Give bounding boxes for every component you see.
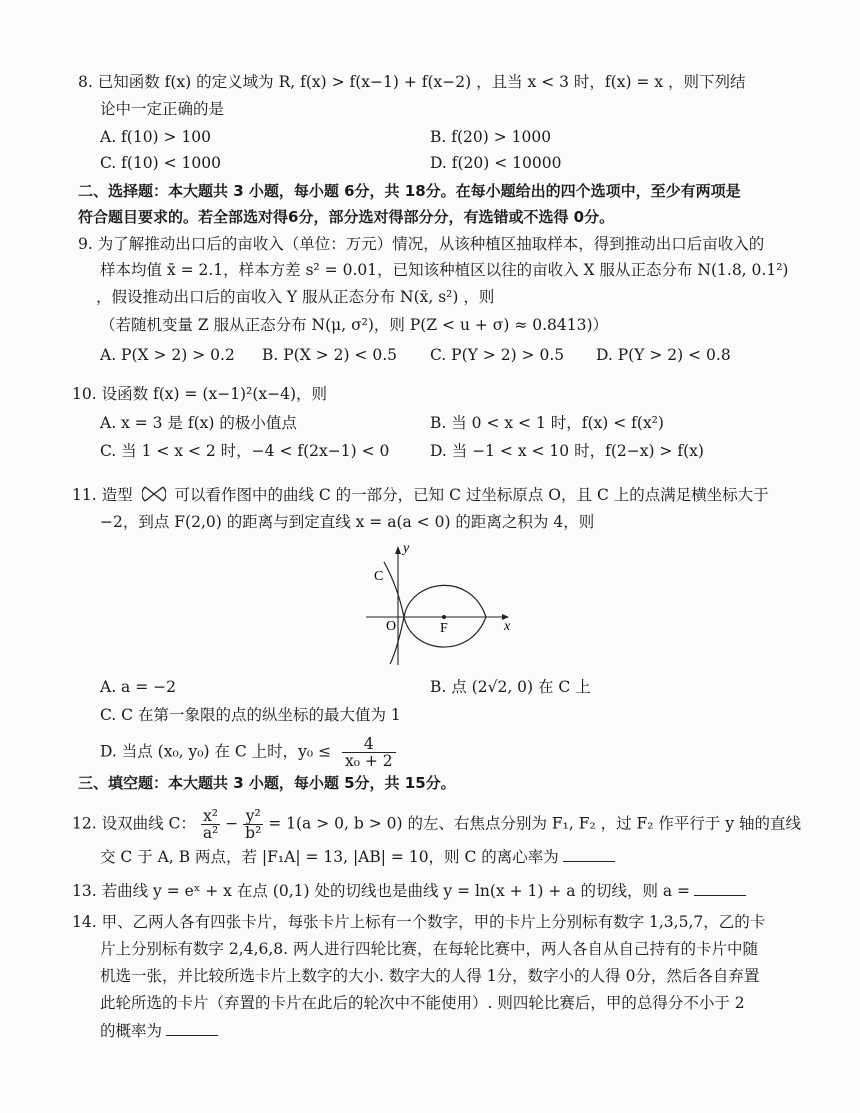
q9-line2: 样本均值 x̄ = 2.1，样本方差 s² = 0.01，已知该种植区以往的亩收入 X 服从正态分布 N(1.8, 0.1²) <box>100 261 789 279</box>
q14-answer-blank[interactable] <box>166 1021 218 1036</box>
q11-option-c: C. C 在第一象限的点的纵坐标的最大值为 1 <box>100 706 401 724</box>
q12-line2-text: 交 C 于 A, B 两点，若 |F₁A| = 13, |AB| = 10，则 C 的离心率为 <box>100 848 559 866</box>
q9-option-b: B. P(X > 2) < 0.5 <box>262 346 397 364</box>
section-2-header-line2: 符合题目要求的。若全部选对得6分，部分选对得部分分，有选错或不选得 0分。 <box>78 208 615 226</box>
fraction-denominator: x₀ + 2 <box>345 752 393 770</box>
q9-line1: 9. 为了解推动出口后的亩收入（单位：万元）情况，从该种植区抽取样本，得到推动出口后亩收入的 <box>78 235 765 253</box>
q10-option-d: D. 当 −1 < x < 10 时，f(2−x) > f(x) <box>430 442 704 460</box>
focus-point-f <box>442 615 446 619</box>
q12-fraction-x <box>201 808 220 841</box>
fraction-numerator: y² <box>243 808 263 825</box>
q8-option-c: C. f(10) < 1000 <box>100 154 222 172</box>
label-x: x <box>504 619 511 634</box>
label-y: y <box>403 541 410 556</box>
fraction-denominator: a² <box>202 824 219 842</box>
q8-line2: 论中一定正确的是 <box>100 100 225 118</box>
q12-minus: − <box>225 814 239 833</box>
q12-answer-blank[interactable] <box>563 847 615 862</box>
q10-option-a: A. x = 3 是 f(x) 的极小值点 <box>100 414 297 432</box>
q10-option-b: B. 当 0 < x < 1 时，f(x) < f(x²) <box>430 414 664 432</box>
label-o: O <box>386 619 397 634</box>
q13-answer-blank[interactable] <box>694 881 746 896</box>
q11-line2: −2，到点 F(2,0) 的距离与到定直线 x = a(a < 0) 的距离之积为 4，则 <box>100 513 595 531</box>
q14-line1: 14. 甲、乙两人各有四张卡片，每张卡片上标有一个数字，甲的卡片上分别标有数字 1,3,5,7，乙的卡 <box>72 913 766 931</box>
q8-option-a: A. f(10) > 100 <box>100 128 212 146</box>
q12-text: = 1(a > 0, b > 0) 的左、右焦点分别为 F₁, F₂ ，过 F₂ 作平行于 y 轴的直线 <box>268 814 802 833</box>
q12-prefix: 12. 设双曲线 C： <box>72 814 196 833</box>
q8-line1: 8. 已知函数 f(x) 的定义域为 R, f(x) > f(x−1) + f(x−2) ，且当 x < 3 时，f(x) = x ，则下列结 <box>78 73 746 91</box>
q11-line1-text: 可以看作图中的曲线 C 的一部分，已知 C 过坐标原点 O，且 C 上的点满足横坐标大于 <box>174 486 769 504</box>
q9-option-a: A. P(X > 2) > 0.2 <box>100 346 235 364</box>
q8-option-d: D. f(20) < 10000 <box>430 154 562 172</box>
q14-line4: 此轮所选的卡片（弃置的卡片在此后的轮次中不能使用）. 则四轮比赛后，甲的总得分不小于 2 <box>100 994 745 1012</box>
q11-option-d-fraction <box>342 736 396 769</box>
q14-line2: 片上分别标有数字 2,4,6,8. 两人进行四轮比赛，在每轮比赛中，两人各自从自己持有的卡片中随 <box>100 940 759 958</box>
lemniscate-shape-icon <box>142 485 166 503</box>
q11-line1 <box>72 484 769 506</box>
q11-curve-figure <box>360 540 520 670</box>
q11-option-d <box>100 736 396 769</box>
q12-line1 <box>72 808 801 841</box>
curve-c-upper-arc <box>404 585 486 617</box>
label-f: F <box>440 621 448 636</box>
q14-line5-text: 的概率为 <box>100 1022 163 1040</box>
q13-text: 13. 若曲线 y = eˣ + x 在点 (0,1) 处的切线也是曲线 y = ln(x + 1) + a 的切线，则 a = <box>72 882 691 900</box>
q11-option-a: A. a = −2 <box>100 678 176 696</box>
q12-line2 <box>100 846 615 868</box>
q11-option-b: B. 点 (2√2, 0) 在 C 上 <box>430 678 591 696</box>
label-c: C <box>374 569 384 584</box>
fraction-numerator: 4 <box>342 736 396 753</box>
q8-option-b: B. f(20) > 1000 <box>430 128 552 146</box>
q9-option-c: C. P(Y > 2) > 0.5 <box>430 346 565 364</box>
section-2-header-line1: 二、选择题：本大题共 3 小题，每小题 6分，共 18分。在每小题给出的四个选项中，至少有两项是 <box>78 182 741 200</box>
q9-option-d: D. P(Y > 2) < 0.8 <box>596 346 731 364</box>
q10-option-c: C. 当 1 < x < 2 时，−4 < f(2x−1) < 0 <box>100 442 390 460</box>
curve-c-left-branch-upper <box>384 562 404 617</box>
q13-line1 <box>72 880 746 902</box>
q11-line1-prefix: 11. 造型 <box>72 486 133 504</box>
q14-line3: 机选一张，并比较所选卡片上数字的大小. 数字大的人得 1分，数字小的人得 0分，然后各自弃置 <box>100 967 760 985</box>
fraction-numerator: x² <box>201 808 220 825</box>
q12-fraction-y <box>243 808 263 841</box>
q9-line4: （若随机变量 Z 服从正态分布 N(μ, σ²)，则 P(Z < u + σ) ≈ 0.8413)） <box>100 316 609 334</box>
q10-line1: 10. 设函数 f(x) = (x−1)²(x−4)，则 <box>72 385 328 403</box>
y-axis-arrow <box>395 546 401 554</box>
q11-option-d-text: D. 当点 (x₀, y₀) 在 C 上时，y₀ ≤ <box>100 742 332 761</box>
fraction-denominator: b² <box>245 824 262 842</box>
section-3-header: 三、填空题：本大题共 3 小题，每小题 5分，共 15分。 <box>78 774 456 792</box>
q14-line5 <box>100 1020 218 1042</box>
q9-line3: ，假设推动出口后的亩收入 Y 服从正态分布 N(x̄, s²) ，则 <box>96 288 495 306</box>
